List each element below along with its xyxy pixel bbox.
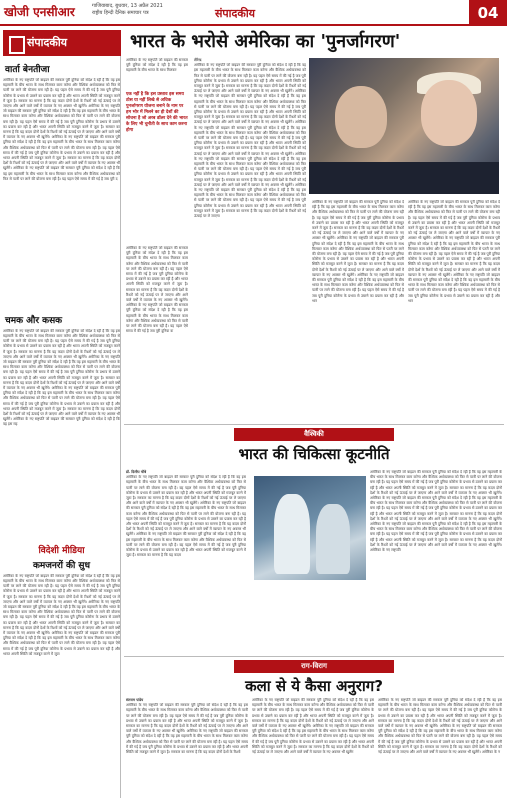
photo-health-worker-2 (316, 504, 350, 574)
pull-quote-text: एक नहीं है कि इस प्रस्ताव इस समय ठोस या नहीं लिखे से अधिक पुनर्जागरण योजना बनाने के नाम पर हम भोर में मिलने का ही देशों की सोचना है जो अरब डॉलर देने की भारत के लिए भी चुनौती के साथ काम करना होगा (126, 92, 188, 133)
lead-body-c (126, 246, 188, 433)
pull-quote (126, 92, 188, 242)
editorial-heading-1: वार्ता बेनतीजा (5, 65, 50, 75)
story3-text-a: अमेरिका के नए राष्ट्रपति जो बाइडन की सरकार पूरी दुनिया को संदेश दे रही है कि वह इस महामारी के बीच भारत के साथ मिलकर काम करेगा और वैश्विक अर्थव्यवस्था को फिर से पटरी पर लाने की योजना बना रही है। यह पहल ऐसे समय में की गई है जब पूरी दुनिया कोरोना के प्रभाव से उबरने का प्रयास कर रही है और भारत अपनी स्थिति को मजबूत करने में जुटा है। सरकार का मानना है कि यह कदम दोनों देशों के रिश्तों को नई ऊंचाई पर ले जाएगा और आने वाले वर्षों में व्यापार के नए अवसर भी खुलेंगे। अमेरिका के नए राष्ट्रपति जो बाइडन की सरकार पूरी दुनिया को संदेश दे रही है कि वह इस महामारी के बीच भारत के साथ मिलकर काम करेगा और वैश्विक अर्थव्यवस्था को फिर से पटरी पर लाने की योजना बना रही है। यह पहल ऐसे समय में की गई है जब पूरी दुनिया कोरोना के प्रभाव से उबरने का प्रयास कर रही है और भारत अपनी स्थिति को मजबूत करने में जुटा है। सरकार का मानना है कि यह कदम दोनों देशों के रिश्तो (126, 703, 248, 755)
masthead (0, 0, 507, 26)
page-number: 04 (469, 0, 507, 26)
main-column (124, 30, 504, 798)
photo-health-worker-1 (274, 494, 310, 574)
editorial-column (3, 30, 121, 798)
story2-band: वैश्विकी (234, 428, 394, 441)
story3-dateline: संतराम पांडेय (126, 698, 144, 702)
lead-body-b (194, 58, 306, 396)
story3-body-b (252, 698, 374, 800)
story2-body-a (126, 470, 246, 652)
photo-suit (309, 162, 499, 194)
masthead-meta (92, 3, 163, 17)
editorial-body-3: अमेरिका के नए राष्ट्रपति जो बाइडन की सरकार पूरी दुनिया को संदेश दे रही है कि वह इस महामारी के बीच भारत के साथ मिलकर काम करेगा और वैश्विक अर्थव्यवस्था को फिर से पटरी पर लाने की योजना बना रही है। यह पहल ऐसे समय में की गई है जब पूरी दुनिया कोरोना के प्रभाव से उबरने का प्रयास कर रही है और भारत अपनी स्थिति को मजबूत करने में जुटा है। सरकार का मानना है कि यह कदम दोनों देशों के रिश्तों को नई ऊंचाई पर ले जाएगा और आने वाले वर्षों में व्यापार के नए अवसर भी खुलेंगे। अमेरिका के नए राष्ट्रपति जो बाइडन की सरकार पूरी दुनिया को संदेश दे रही है कि वह इस महामारी के बीच भारत के साथ मिलकर काम करेगा और वैश्विक अर्थव्यवस्था को फिर से पटरी पर लाने की योजना बना रही है। यह पहल ऐसे समय में की गई है जब पूरी दुनिया कोरोना के प्रभाव से उबरने का प्रयास कर रही है और भारत अपनी स्थिति को मजबूत करने में जुटा है। सरकार का मानना है कि यह कदम दोनों देशों के रिश्तों को नई ऊंचाई पर ले जाएगा और आने वाले वर्षों में व्यापार के नए अवसर भी खुलेंगे। अमेरिका के नए राष्ट्रपति जो बाइडन की सरकार पूरी दुनिया को संदेश दे रही है कि वह इस महामारी के बीच भारत के साथ मिलकर काम करेगा और वैश्विक अर्थव्यवस्था को फिर से पटरी पर लाने की योजना बना रही है। यह पहल ऐसे समय में की गई है जब पूरी दुनिया कोरोना के प्रभाव से उबरने का प्रयास कर रही है और भारत अपनी स्थिति को मजबूत करने में जुटा (3, 573, 120, 656)
story3-headline: कला से ये कैसा अनुराग? (245, 677, 383, 695)
lead-text-a: अमेरिका के नए राष्ट्रपति जो बाइडन की सरकार पूरी दुनिया को संदेश दे रही है कि वह इस महामारी के बीच भारत के साथ मिलकर (126, 58, 188, 73)
photo-figure-left (335, 86, 387, 148)
lead-body-e (408, 200, 500, 418)
divider-story2 (124, 656, 504, 657)
lead-headline: भारत के भरोसे अमेरिका का 'पुनर्जागरण' (130, 31, 401, 52)
divider-lead (124, 424, 504, 425)
story3-text-c: अमेरिका के नए राष्ट्रपति जो बाइडन की सरकार पूरी दुनिया को संदेश दे रही है कि वह इस महामारी के बीच भारत के साथ मिलकर काम करेगा और वैश्विक अर्थव्यवस्था को फिर से पटरी पर लाने की योजना बना रही है। यह पहल ऐसे समय में की गई है जब पूरी दुनिया कोरोना के प्रभाव से उबरने का प्रयास कर रही है और भारत अपनी स्थिति को मजबूत करने में जुटा है। सरकार का मानना है कि यह कदम दोनों देशों के रिश्तों को नई ऊंचाई पर ले जाएगा और आने वाले वर्षों में व्यापार के नए अवसर भी खुलेंगे। अमेरिका के नए राष्ट्रपति जो बाइडन की सरकार पूरी दुनिया को संदेश दे रही है कि वह इस महामारी के बीच भारत के साथ मिलकर काम करेगा और वैश्विक अर्थव्यवस्था को फिर से पटरी पर लाने की योजना बना रही है। यह पहल ऐसे समय में की गई है जब पूरी दुनिया कोरोना के प्रभाव से उबरने का प्रयास कर रही है और भारत अपनी स्थिति को मजबूत करने में जुटा है। सरकार का मानना है कि यह कदम दोनों देशों के रिश्तों को नई ऊंचाई पर ले जाएगा और आने वाले वर्षों में व्यापार के नए अवसर भी खुलेंगे। अमेरिका के न (378, 698, 502, 755)
masthead-tagline: राष्ट्रीय हिन्दी दैनिक समाचार पत्र (92, 10, 149, 16)
photo-figure-right (421, 80, 477, 146)
lead-body-d (312, 200, 404, 418)
story2-headline: भारत की चिकित्सा कूटनीति (238, 445, 390, 463)
editorial-tag: संपादकीय (3, 30, 121, 56)
story3-body-a (126, 698, 248, 800)
lead-text-e: अमेरिका के नए राष्ट्रपति जो बाइडन की सरकार पूरी दुनिया को संदेश दे रही है कि वह इस महामारी के बीच भारत के साथ मिलकर काम करेगा और वैश्विक अर्थव्यवस्था को फिर से पटरी पर लाने की योजना बना रही है। यह पहल ऐसे समय में की गई है जब पूरी दुनिया कोरोना के प्रभाव से उबरने का प्रयास कर रही है और भारत अपनी स्थिति को मजबूत करने में जुटा है। सरकार का मानना है कि यह कदम दोनों देशों के रिश्तों को नई ऊंचाई पर ले जाएगा और आने वाले वर्षों में व्यापार के नए अवसर भी खुलेंगे। अमेरिका के नए राष्ट्रपति जो बाइडन की सरकार पूरी दुनिया को संदेश दे रही है कि वह इस महामारी के बीच भारत के साथ मिलकर काम करेगा और वैश्विक अर्थव्यवस्था को फिर से पटरी पर लाने की योजना बना रही है। यह पहल ऐसे समय में की गई है जब पूरी दुनिया कोरोना के प्रभाव से उबरने का प्रयास कर रही है और भारत अपनी स्थिति को मजबूत करने में जुटा है। सरकार का मानना है कि यह कदम दोनों देशों के रिश्तों को नई ऊंचाई पर ले जाएगा और आने वाले वर्षों में व्यापार के नए अवसर भी खुलेंगे। अमेरिका के नए राष्ट्रपति जो बाइडन की सरकार पूरी दुनिया को संदेश दे रही है कि वह इस महामारी के बीच भारत के साथ मिलकर काम करेगा और वैश्विक अर्थव्यवस्था को फिर से पटरी पर लाने की योजना बना रही है। यह पहल ऐसे समय में की गई है जब पूरी दुनिया कोरोना के प्रभाव से उबरने का प्रयास कर रही है और भार (408, 200, 500, 303)
story3-text-b: अमेरिका के नए राष्ट्रपति जो बाइडन की सरकार पूरी दुनिया को संदेश दे रही है कि वह इस महामारी के बीच भारत के साथ मिलकर काम करेगा और वैश्विक अर्थव्यवस्था को फिर से पटरी पर लाने की योजना बना रही है। यह पहल ऐसे समय में की गई है जब पूरी दुनिया कोरोना के प्रभाव से उबरने का प्रयास कर रही है और भारत अपनी स्थिति को मजबूत करने में जुटा है। सरकार का मानना है कि यह कदम दोनों देशों के रिश्तों को नई ऊंचाई पर ले जाएगा और आने वाले वर्षों में व्यापार के नए अवसर भी खुलेंगे। अमेरिका के नए राष्ट्रपति जो बाइडन की सरकार पूरी दुनिया को संदेश दे रही है कि वह इस महामारी के बीच भारत के साथ मिलकर काम करेगा और वैश्विक अर्थव्यवस्था को फिर से पटरी पर लाने की योजना बना रही है। यह पहल ऐसे समय में की गई है जब पूरी दुनिया कोरोना के प्रभाव से उबरने का प्रयास कर रही है और भारत अपनी स्थिति को मजबूत करने में जुटा है। सरकार का मानना है कि यह कदम दोनों देशों के रिश्तों को नई ऊंचाई पर ले जाएगा और आने वाले वर्षों में व्यापार के नए अवसर भी खुलेंग (252, 698, 374, 755)
story2-body-b (370, 470, 502, 647)
newspaper-logo: खोजी एनसीआर (4, 5, 75, 19)
lead-caption: तीरेन्द्र (194, 58, 202, 62)
lead-text-d: अमेरिका के नए राष्ट्रपति जो बाइडन की सरकार पूरी दुनिया को संदेश दे रही है कि वह इस महामारी के बीच भारत के साथ मिलकर काम करेगा और वैश्विक अर्थव्यवस्था को फिर से पटरी पर लाने की योजना बना रही है। यह पहल ऐसे समय में की गई है जब पूरी दुनिया कोरोना के प्रभाव से उबरने का प्रयास कर रही है और भारत अपनी स्थिति को मजबूत करने में जुटा है। सरकार का मानना है कि यह कदम दोनों देशों के रिश्तों को नई ऊंचाई पर ले जाएगा और आने वाले वर्षों में व्यापार के नए अवसर भी खुलेंगे। अमेरिका के नए राष्ट्रपति जो बाइडन की सरकार पूरी दुनिया को संदेश दे रही है कि वह इस महामारी के बीच भारत के साथ मिलकर काम करेगा और वैश्विक अर्थव्यवस्था को फिर से पटरी पर लाने की योजना बना रही है। यह पहल ऐसे समय में की गई है जब पूरी दुनिया कोरोना के प्रभाव से उबरने का प्रयास कर रही है और भारत अपनी स्थिति को मजबूत करने में जुटा है। सरकार का मानना है कि यह कदम दोनों देशों के रिश्तों को नई ऊंचाई पर ले जाएगा और आने वाले वर्षों में व्यापार के नए अवसर भी खुलेंगे। अमेरिका के नए राष्ट्रपति जो बाइडन की सरकार पूरी दुनिया को संदेश दे रही है कि वह इस महामारी के बीच भारत के साथ मिलकर काम करेगा और वैश्विक अर्थव्यवस्था को फिर से पटरी पर लाने की योजना बना रही है। यह पहल ऐसे समय में की गई है जब पूरी दुनिया कोरोना के प्रभाव से उबरने का प्रयास कर रही है और भार (312, 200, 404, 303)
story2-text-b: अमेरिका के नए राष्ट्रपति जो बाइडन की सरकार पूरी दुनिया को संदेश दे रही है कि वह इस महामारी के बीच भारत के साथ मिलकर काम करेगा और वैश्विक अर्थव्यवस्था को फिर से पटरी पर लाने की योजना बना रही है। यह पहल ऐसे समय में की गई है जब पूरी दुनिया कोरोना के प्रभाव से उबरने का प्रयास कर रही है और भारत अपनी स्थिति को मजबूत करने में जुटा है। सरकार का मानना है कि यह कदम दोनों देशों के रिश्तों को नई ऊंचाई पर ले जाएगा और आने वाले वर्षों में व्यापार के नए अवसर भी खुलेंगे। अमेरिका के नए राष्ट्रपति जो बाइडन की सरकार पूरी दुनिया को संदेश दे रही है कि वह इस महामारी के बीच भारत के साथ मिलकर काम करेगा और वैश्विक अर्थव्यवस्था को फिर से पटरी पर लाने की योजना बना रही है। यह पहल ऐसे समय में की गई है जब पूरी दुनिया कोरोना के प्रभाव से उबरने का प्रयास कर रही है और भारत अपनी स्थिति को मजबूत करने में जुटा है। सरकार का मानना है कि यह कदम दोनों देशों के रिश्तों को नई ऊंचाई पर ले जाएगा और आने वाले वर्षों में व्यापार के नए अवसर भी खुलेंगे। अमेरिका के नए राष्ट्रपति जो बाइडन की सरकार पूरी दुनिया को संदेश दे रही है कि वह इस महामारी के बीच भारत के साथ मिलकर काम करेगा और वैश्विक अर्थव्यवस्था को फिर से पटरी पर लाने की योजना बना रही है। यह पहल ऐसे समय में की गई है जब पूरी दुनिया कोरोना के प्रभाव से उबरने का प्रयास कर रही है और भारत अपनी स्थिति को मजबूत करने में जुटा है। सरकार का मानना है कि यह कदम दोनों देशों के रिश्तों को नई ऊंचाई पर ले जाएगा और आने वाले वर्षों में व्यापार के नए अवसर भी खुलेंगे। अमेरिका के नए राष्ट्रपति (370, 470, 502, 553)
lead-text-c: अमेरिका के नए राष्ट्रपति जो बाइडन की सरकार पूरी दुनिया को संदेश दे रही है कि वह इस महामारी के बीच भारत के साथ मिलकर काम करेगा और वैश्विक अर्थव्यवस्था को फिर से पटरी पर लाने की योजना बना रही है। यह पहल ऐसे समय में की गई है जब पूरी दुनिया कोरोना के प्रभाव से उबरने का प्रयास कर रही है और भारत अपनी स्थिति को मजबूत करने में जुटा है। सरकार का मानना है कि यह कदम दोनों देशों के रिश्तों को नई ऊंचाई पर ले जाएगा और आने वाले वर्षों में व्यापार के नए अवसर भी खुलेंगे। अमेरिका के नए राष्ट्रपति जो बाइडन की सरकार पूरी दुनिया को संदेश दे रही है कि वह इस महामारी के बीच भारत के साथ मिलकर काम करेगा और वैश्विक अर्थव्यवस्था को फिर से पटरी पर लाने की योजना बना रही है। यह पहल ऐसे समय में की गई है जब पूरी दुनिया क (126, 246, 188, 334)
section-title: संपादकीय (215, 7, 256, 20)
editorial-body-1: अमेरिका के नए राष्ट्रपति जो बाइडन की सरकार पूरी दुनिया को संदेश दे रही है कि वह इस महामारी के बीच भारत के साथ मिलकर काम करेगा और वैश्विक अर्थव्यवस्था को फिर से पटरी पर लाने की योजना बना रही है। यह पहल ऐसे समय में की गई है जब पूरी दुनिया कोरोना के प्रभाव से उबरने का प्रयास कर रही है और भारत अपनी स्थिति को मजबूत करने में जुटा है। सरकार का मानना है कि यह कदम दोनों देशों के रिश्तों को नई ऊंचाई पर ले जाएगा और आने वाले वर्षों में व्यापार के नए अवसर भी खुलेंगे। अमेरिका के नए राष्ट्रपति जो बाइडन की सरकार पूरी दुनिया को संदेश दे रही है कि वह इस महामारी के बीच भारत के साथ मिलकर काम करेगा और वैश्विक अर्थव्यवस्था को फिर से पटरी पर लाने की योजना बना रही है। यह पहल ऐसे समय में की गई है जब पूरी दुनिया कोरोना के प्रभाव से उबरने का प्रयास कर रही है और भारत अपनी स्थिति को मजबूत करने में जुटा है। सरकार का मानना है कि यह कदम दोनों देशों के रिश्तों को नई ऊंचाई पर ले जाएगा और आने वाले वर्षों में व्यापार के नए अवसर भी खुलेंगे। अमेरिका के नए राष्ट्रपति जो बाइडन की सरकार पूरी दुनिया को संदेश दे रही है कि वह इस महामारी के बीच भारत के साथ मिलकर काम करेगा और वैश्विक अर्थव्यवस्था को फिर से पटरी पर लाने की योजना बना रही है। यह पहल ऐसे समय में की गई है जब पूरी दुनिया कोरोना के प्रभाव से उबरने का प्रयास कर रही है और भारत अपनी स्थिति को मजबूत करने में जुटा है। सरकार का मानना है कि यह कदम दोनों देशों के रिश्तों को नई ऊंचाई पर ले जाएगा और आने वाले वर्षों में व्यापार के नए अवसर भी खुलेंगे। अमेरिका के नए राष्ट्रपति जो बाइडन की सरकार पूरी दुनिया को संदेश दे रही है कि वह इस महामारी के बीच भारत के साथ मिलकर काम करेगा और वैश्विक अर्थव्यवस्था को फिर से पटरी पर लाने की योजना बना रही है। यह पहल ऐसे समय में की गई है जब पूरी द (3, 78, 120, 181)
story2-text-a: अमेरिका के नए राष्ट्रपति जो बाइडन की सरकार पूरी दुनिया को संदेश दे रही है कि वह इस महामारी के बीच भारत के साथ मिलकर काम करेगा और वैश्विक अर्थव्यवस्था को फिर से पटरी पर लाने की योजना बना रही है। यह पहल ऐसे समय में की गई है जब पूरी दुनिया कोरोना के प्रभाव से उबरने का प्रयास कर रही है और भारत अपनी स्थिति को मजबूत करने में जुटा है। सरकार का मानना है कि यह कदम दोनों देशों के रिश्तों को नई ऊंचाई पर ले जाएगा और आने वाले वर्षों में व्यापार के नए अवसर भी खुलेंगे। अमेरिका के नए राष्ट्रपति जो बाइडन की सरकार पूरी दुनिया को संदेश दे रही है कि वह इस महामारी के बीच भारत के साथ मिलकर काम करेगा और वैश्विक अर्थव्यवस्था को फिर से पटरी पर लाने की योजना बना रही है। यह पहल ऐसे समय में की गई है जब पूरी दुनिया कोरोना के प्रभाव से उबरने का प्रयास कर रही है और भारत अपनी स्थिति को मजबूत करने में जुटा है। सरकार का मानना है कि यह कदम दोनों देशों के रिश्तों को नई ऊंचाई पर ले जाएगा और आने वाले वर्षों में व्यापार के नए अवसर भी खुलेंगे। अमेरिका के नए राष्ट्रपति जो बाइडन की सरकार पूरी दुनिया को संदेश दे रही है कि वह इस महामारी के बीच भारत के साथ मिलकर काम करेगा और वैश्विक अर्थव्यवस्था को फिर से पटरी पर लाने की योजना बना रही है। यह पहल ऐसे समय में की गई है जब पूरी दुनिया कोरोना के प्रभाव से उबरने का प्रयास कर रही है और भारत अपनी स्थिति को मजबूत करने में जुटा है। सरकार का मानना है कि यह कदम (126, 475, 246, 558)
story3-band: राग-विराग (234, 660, 394, 673)
editorial-body-2: अमेरिका के नए राष्ट्रपति जो बाइडन की सरकार पूरी दुनिया को संदेश दे रही है कि वह इस महामारी के बीच भारत के साथ मिलकर काम करेगा और वैश्विक अर्थव्यवस्था को फिर से पटरी पर लाने की योजना बना रही है। यह पहल ऐसे समय में की गई है जब पूरी दुनिया कोरोना के प्रभाव से उबरने का प्रयास कर रही है और भारत अपनी स्थिति को मजबूत करने में जुटा है। सरकार का मानना है कि यह कदम दोनों देशों के रिश्तों को नई ऊंचाई पर ले जाएगा और आने वाले वर्षों में व्यापार के नए अवसर भी खुलेंगे। अमेरिका के नए राष्ट्रपति जो बाइडन की सरकार पूरी दुनिया को संदेश दे रही है कि वह इस महामारी के बीच भारत के साथ मिलकर काम करेगा और वैश्विक अर्थव्यवस्था को फिर से पटरी पर लाने की योजना बना रही है। यह पहल ऐसे समय में की गई है जब पूरी दुनिया कोरोना के प्रभाव से उबरने का प्रयास कर रही है और भारत अपनी स्थिति को मजबूत करने में जुटा है। सरकार का मानना है कि यह कदम दोनों देशों के रिश्तों को नई ऊंचाई पर ले जाएगा और आने वाले वर्षों में व्यापार के नए अवसर भी खुलेंगे। अमेरिका के नए राष्ट्रपति जो बाइडन की सरकार पूरी दुनिया को संदेश दे रही है कि वह इस महामारी के बीच भारत के साथ मिलकर काम करेगा और वैश्विक अर्थव्यवस्था को फिर से पटरी पर लाने की योजना बना रही है। यह पहल ऐसे समय में की गई है जब पूरी दुनिया कोरोना के प्रभाव से उबरने का प्रयास कर रही है और भारत अपनी स्थिति को मजबूत करने में जुटा है। सरकार का मानना है कि यह कदम दोनों देशों के रिश्तों को नई ऊंचाई पर ले जाएगा और आने वाले वर्षों में व्यापार के नए अवसर भी खुलेंगे। अमेरिका के नए राष्ट्रपति जो बाइडन की सरकार पूरी दुनिया को संदेश दे रही है कि वह इस मह (3, 328, 120, 427)
story2-photo (254, 476, 366, 580)
lead-photo (309, 58, 499, 194)
lead-text-b: अमेरिका के नए राष्ट्रपति जो बाइडन की सरकार पूरी दुनिया को संदेश दे रही है कि वह इस महामारी के बीच भारत के साथ मिलकर काम करेगा और वैश्विक अर्थव्यवस्था को फिर से पटरी पर लाने की योजना बना रही है। यह पहल ऐसे समय में की गई है जब पूरी दुनिया कोरोना के प्रभाव से उबरने का प्रयास कर रही है और भारत अपनी स्थिति को मजबूत करने में जुटा है। सरकार का मानना है कि यह कदम दोनों देशों के रिश्तों को नई ऊंचाई पर ले जाएगा और आने वाले वर्षों में व्यापार के नए अवसर भी खुलेंगे। अमेरिका के नए राष्ट्रपति जो बाइडन की सरकार पूरी दुनिया को संदेश दे रही है कि वह इस महामारी के बीच भारत के साथ मिलकर काम करेगा और वैश्विक अर्थव्यवस्था को फिर से पटरी पर लाने की योजना बना रही है। यह पहल ऐसे समय में की गई है जब पूरी दुनिया कोरोना के प्रभाव से उबरने का प्रयास कर रही है और भारत अपनी स्थिति को मजबूत करने में जुटा है। सरकार का मानना है कि यह कदम दोनों देशों के रिश्तों को नई ऊंचाई पर ले जाएगा और आने वाले वर्षों में व्यापार के नए अवसर भी खुलेंगे। अमेरिका के नए राष्ट्रपति जो बाइडन की सरकार पूरी दुनिया को संदेश दे रही है कि वह इस महामारी के बीच भारत के साथ मिलकर काम करेगा और वैश्विक अर्थव्यवस्था को फिर से पटरी पर लाने की योजना बना रही है। यह पहल ऐसे समय में की गई है जब पूरी दुनिया कोरोना के प्रभाव से उबरने का प्रयास कर रही है और भारत अपनी स्थिति को मजबूत करने में जुटा है। सरकार का मानना है कि यह कदम दोनों देशों के रिश्तों को नई ऊंचाई पर ले जाएगा और आने वाले वर्षों में व्यापार के नए अवसर भी खुलेंगे। अमेरिका के नए राष्ट्रपति जो बाइडन की सरकार पूरी दुनिया को संदेश दे रही है कि वह इस महामारी के बीच भारत के साथ मिलकर काम करेगा और वैश्विक अर्थव्यवस्था को फिर से पटरी पर लाने की योजना बना रही है। यह पहल ऐसे समय में की गई है जब पूरी दुनिया कोरोना के प्रभाव से उबरने का प्रयास कर रही है और भारत अपनी स्थिति को मजबूत करने में जुटा है। सरकार का मानना है कि यह कदम दोनों देशों के रिश्तों को नई ऊंचाई पर ले जाएगा और आने वाले वर्षों में व्यापार के नए अवसर भी खुलेंगे। अमेरिका के नए राष्ट्रपति जो बाइडन की सरकार पूरी दुनिया को संदेश दे रही है कि वह इस महामारी के बीच भारत के साथ मिलकर काम करेगा और वैश्विक अर्थव्यवस्था को फिर से पटरी पर लाने की योजना बना रही है। यह पहल ऐसे समय में की गई है जब पूरी दुनिया कोरोना के प्रभाव से उबरने का प्रयास कर रही है और भारत अपनी स्थिति को मजबूत करने में जुटा है। सरकार का मानना है कि यह कदम दोनों देशों के रिश्तों को नई ऊंचाई पर ले जाएगा (194, 63, 306, 219)
editorial-heading-2: चमक और कसक (5, 315, 63, 326)
story3-body-c (378, 698, 502, 800)
masthead-date: गाजियाबाद, बुधवार, 13 अप्रैल 2021 (92, 3, 163, 9)
editorial-heading-3: कमजनरों की सुध (32, 560, 91, 571)
foreign-media-title: विदेशी मीडिया (38, 545, 85, 556)
story2-dateline: डॉ. दिलीप चौबे (126, 470, 147, 474)
lead-body-a (126, 58, 188, 89)
